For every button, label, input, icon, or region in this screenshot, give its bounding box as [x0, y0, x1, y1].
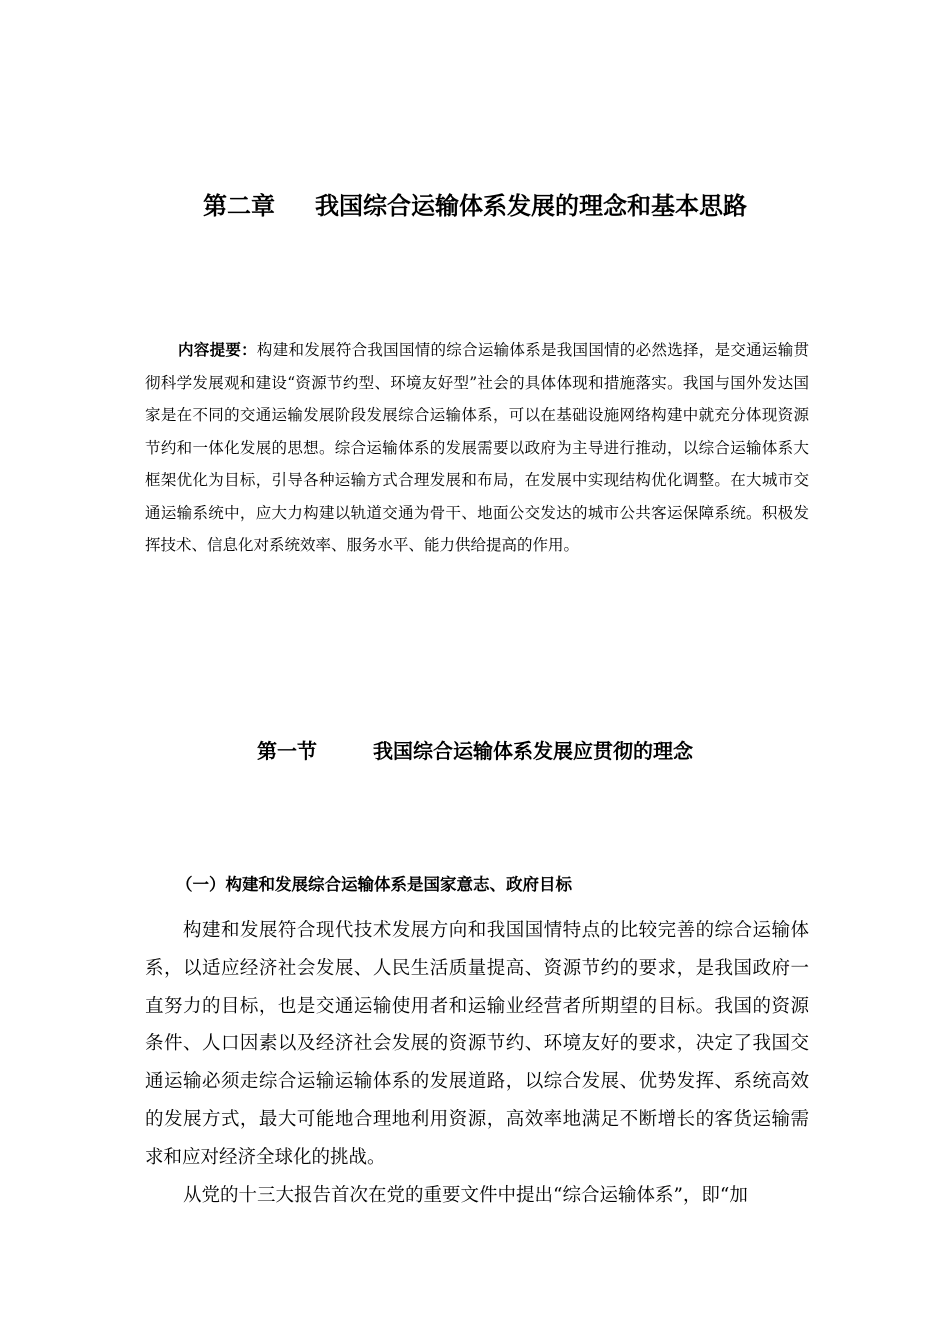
summary-label: 内容提要：	[178, 341, 257, 359]
section-title-text: 我国综合运输体系发展应贯彻的理念	[373, 739, 693, 763]
chapter-number: 第二章	[203, 192, 275, 220]
chapter-title	[0, 188, 950, 224]
body-paragraph: 从党的十三大报告首次在党的重要文件中提出“综合运输体系”，即“加	[183, 1184, 748, 1206]
subsection-heading: （一）构建和发展综合运输体系是国家意志、政府目标	[176, 875, 572, 894]
content-summary	[145, 334, 809, 562]
chapter-title-text: 我国综合运输体系发展的理念和基本思路	[315, 192, 747, 220]
section-title	[0, 735, 950, 767]
body-paragraph: 构建和发展符合现代技术发展方向和我国国情特点的比较完善的综合运输体系，以适应经济社会发展、人民生活质量提高、资源节约的要求，是我国政府一直努力的目标，也是交通运输使用者和运输业经营者所期望的目标。我国的资源条件、人口因素以及经济社会发展的资源节约、环境友好的要求，决定了我国交通运输必须走综合运输运输体系的发展道路，以综合发展、优势发挥、系统高效的发展方式，最大可能地合理地利用资源，高效率地满足不断增长的客货运输需求和应对经济全球化的挑战。	[145, 920, 809, 1168]
summary-text: 构建和发展符合我国国情的综合运输体系是我国国情的必然选择，是交通运输贯彻科学发展观和建设“资源节约型、环境友好型”社会的具体体现和措施落实。我国与国外发达国家是在不同的交通运输发展阶段发展综合运输体系，可以在基础设施网络构建中就充分体现资源节约和一体化发展的思想。综合运输体系的发展需要以政府为主导进行推动，以综合运输体系大框架优化为目标，引导各种运输方式合理发展和布局，在发展中实现结构优化调整。在大城市交通运输系统中，应大力构建以轨道交通为骨干、地面公交发达的城市公共客运保障系统。积极发挥技术、信息化对系统效率、服务水平、能力供给提高的作用。	[145, 341, 809, 554]
section-number: 第一节	[257, 739, 317, 763]
body-text	[145, 912, 809, 1214]
